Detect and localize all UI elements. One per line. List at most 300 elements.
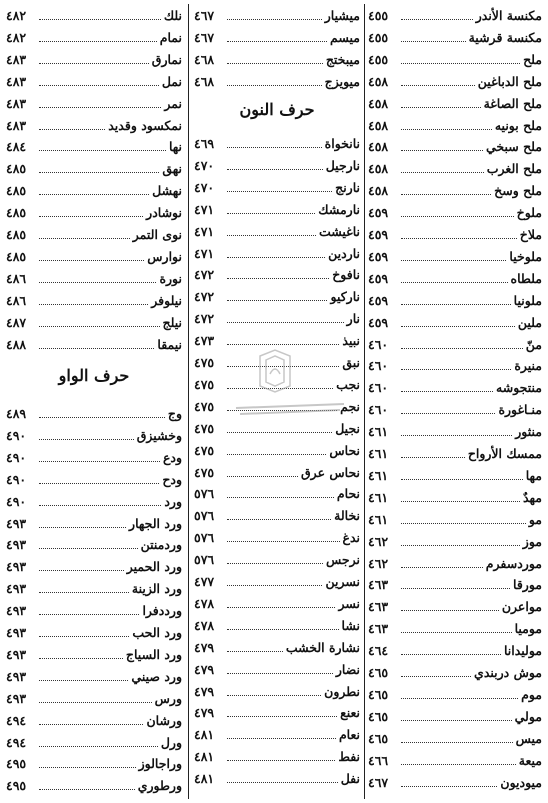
index-entry xyxy=(368,265,542,287)
entry-term: ورددفرا xyxy=(142,603,182,619)
dot-leader xyxy=(39,193,149,195)
page-number: ٤٧٢ xyxy=(194,311,215,327)
dot-leader xyxy=(39,569,124,571)
index-entry xyxy=(6,444,182,466)
page-number: ٤٧٢ xyxy=(194,289,215,305)
entry-term: ملطاه xyxy=(510,270,542,286)
entry-term: ممسك الأرواح xyxy=(467,446,542,461)
page-number: ٤٩٣ xyxy=(6,625,27,640)
index-entry xyxy=(194,459,360,481)
entry-term: ميوديون xyxy=(500,774,542,790)
page-number: ٤٧٩ xyxy=(194,661,215,677)
index-entry xyxy=(368,396,542,418)
page-number: ٤٨٦ xyxy=(6,270,27,286)
dot-leader xyxy=(39,482,159,484)
entry-term: ورد الحب xyxy=(132,625,182,640)
page-number: ٤٨٧ xyxy=(6,314,27,330)
dot-leader xyxy=(39,504,161,506)
dot-leader xyxy=(227,540,340,542)
page-number: ٤٨٥ xyxy=(6,205,27,221)
entry-term: منثور xyxy=(515,424,542,440)
entry-term: ورد xyxy=(164,493,182,509)
entry-term: وج xyxy=(167,406,182,421)
entry-term: ورل xyxy=(160,734,182,750)
dot-leader xyxy=(401,84,475,86)
page-number: ٤٩٣ xyxy=(6,646,27,662)
dot-leader xyxy=(227,672,333,674)
dot-leader xyxy=(39,237,130,239)
index-entry xyxy=(6,707,182,729)
page-number: ٤٦١ xyxy=(368,489,389,505)
dot-leader xyxy=(39,745,158,747)
dot-leader xyxy=(401,522,526,524)
entry-term: نحاس عرق xyxy=(300,464,360,480)
dot-leader xyxy=(401,741,513,743)
page-number: ٤٨٣ xyxy=(6,117,27,133)
entry-term: ورطوري xyxy=(137,778,182,794)
entry-term: ميبختج xyxy=(325,51,360,67)
entry-term: نمر xyxy=(164,95,182,111)
index-entry xyxy=(194,721,360,743)
entry-term: ملح سبخي xyxy=(486,139,542,155)
index-entry xyxy=(194,152,360,174)
entry-term: ملح xyxy=(523,51,542,67)
page-number: ٤٨٨ xyxy=(6,336,27,352)
index-entry xyxy=(194,174,360,196)
page-number: ٤٨٣ xyxy=(6,95,27,111)
page-number: ٤٩٠ xyxy=(6,471,27,487)
page-number: ٤٨٦ xyxy=(6,292,27,308)
dot-leader xyxy=(39,591,129,593)
entry-term: نلك xyxy=(163,8,182,23)
entry-term: نيلوفر xyxy=(151,292,182,308)
index-entry xyxy=(368,418,542,440)
index-entry xyxy=(368,177,542,199)
dot-leader xyxy=(401,171,484,173)
page-number: ٤٧٥ xyxy=(194,355,215,370)
entry-term: ناردين xyxy=(328,245,360,261)
page-number: ٤٨٣ xyxy=(6,51,27,67)
dot-leader xyxy=(227,234,316,236)
entry-term: ملح بونيه xyxy=(494,117,542,133)
dot-leader xyxy=(401,763,516,765)
page-number: ٤٧٨ xyxy=(194,595,215,611)
dot-leader xyxy=(39,325,160,327)
entry-term: نبق xyxy=(342,355,360,370)
index-entry xyxy=(194,765,360,787)
entry-term: نشا xyxy=(341,617,360,633)
entry-term: منيرة xyxy=(514,358,542,374)
entry-term: ورد صيني xyxy=(131,668,182,684)
page-number: ٤٨٣ xyxy=(6,73,27,89)
index-entry xyxy=(368,506,542,528)
page-number: ٤٥٥ xyxy=(368,8,389,23)
index-entry xyxy=(6,133,182,155)
entry-term: مكنسة الأندر xyxy=(475,8,542,23)
index-entry xyxy=(6,772,182,794)
page-number: ٤٩٥ xyxy=(6,778,27,794)
dot-leader xyxy=(401,303,511,305)
entry-term: مو xyxy=(528,511,542,527)
dot-leader xyxy=(401,281,508,283)
dot-leader xyxy=(401,368,511,370)
index-entry xyxy=(6,68,182,90)
page-number: ٤٥٨ xyxy=(368,73,389,89)
index-entry xyxy=(194,261,360,283)
entry-term: نحاس xyxy=(329,442,360,458)
page-number: ٤٨٤ xyxy=(6,139,27,155)
entry-term: نافوخ xyxy=(332,267,360,283)
entry-term: نجم xyxy=(340,398,360,414)
page-number: ٤٨٥ xyxy=(6,248,27,264)
page-number: ٤٧١ xyxy=(194,223,215,239)
entry-term: نفط xyxy=(338,749,360,765)
dot-leader xyxy=(401,40,466,42)
index-entry xyxy=(368,352,542,374)
entry-term: ورد الزينة xyxy=(131,581,182,597)
page-number: ٤٨٩ xyxy=(6,406,27,421)
dot-leader xyxy=(39,526,126,528)
page-number: ٤٦١ xyxy=(368,424,389,440)
entry-term: نارجيل xyxy=(325,157,360,173)
index-entry xyxy=(194,24,360,46)
dot-leader xyxy=(401,18,473,20)
index-entry xyxy=(6,597,182,619)
dot-leader xyxy=(401,785,497,787)
index-entry xyxy=(368,747,542,769)
page-number: ٥٧٦ xyxy=(194,530,215,546)
index-entry xyxy=(6,46,182,68)
index-entry xyxy=(194,480,360,502)
page-number: ٤٥٨ xyxy=(368,161,389,177)
entry-term: ناغيشت xyxy=(318,223,360,239)
entry-term: نيلج xyxy=(162,314,182,330)
index-entry xyxy=(6,619,182,641)
dot-leader xyxy=(401,456,465,458)
page-number: ٤٦٥ xyxy=(368,686,389,702)
index-entry xyxy=(368,769,542,791)
entry-term: ملوخ xyxy=(516,205,542,221)
index-entry xyxy=(368,550,542,572)
entry-term: مواعرن xyxy=(501,599,542,615)
index-entry xyxy=(368,681,542,703)
index-entry xyxy=(368,243,542,265)
index-entry xyxy=(194,437,360,459)
page-number: ٥٧٦ xyxy=(194,552,215,568)
entry-term: نهشل xyxy=(152,183,182,199)
entry-term: مها xyxy=(525,467,542,483)
index-entry xyxy=(368,24,542,46)
index-entry xyxy=(194,46,360,68)
entry-term: نمارق xyxy=(151,51,182,67)
page-number: ٤٦٣ xyxy=(368,599,389,615)
page-number: ٤٩٣ xyxy=(6,603,27,619)
dot-leader xyxy=(39,613,139,615)
column-divider xyxy=(364,4,365,799)
entry-term: منّ xyxy=(525,336,542,352)
page-number: ٤٥٨ xyxy=(368,139,389,155)
index-entry xyxy=(368,309,542,331)
page-number: ٤٧٧ xyxy=(194,574,215,589)
page-number: ٤٦٧ xyxy=(194,29,215,45)
index-entry xyxy=(6,265,182,287)
page-number: ٤٥٥ xyxy=(368,51,389,67)
page-number: ٤٦٦ xyxy=(368,752,389,768)
entry-term: موم xyxy=(521,686,542,702)
page-number: ٤٦٣ xyxy=(368,577,389,593)
entry-term: نشارة الخشب xyxy=(285,639,360,655)
page-number: ٤٦١ xyxy=(368,467,389,483)
page-number: ٤٨٥ xyxy=(6,161,27,177)
dot-leader xyxy=(39,766,136,768)
dot-leader xyxy=(401,566,483,568)
index-entry xyxy=(368,440,542,462)
entry-term: مهدٌ xyxy=(522,489,542,505)
entry-term: موميا xyxy=(514,621,542,637)
dot-leader xyxy=(227,343,339,345)
index-entry xyxy=(194,546,360,568)
entry-term: موليدانا xyxy=(503,643,542,659)
dot-leader xyxy=(401,609,499,611)
page-number: ٤٩٠ xyxy=(6,427,27,443)
page-number: ٤٦٧ xyxy=(368,774,389,790)
dot-leader xyxy=(401,631,512,633)
page-number: ٤٥٩ xyxy=(368,270,389,286)
entry-term: وردمنتن xyxy=(140,537,182,553)
index-entry xyxy=(6,287,182,309)
index-entry xyxy=(194,2,360,24)
index-entry xyxy=(6,641,182,663)
entry-term: نانخواة xyxy=(324,136,360,151)
dot-leader xyxy=(401,675,471,677)
index-entry xyxy=(6,155,182,177)
index-entry xyxy=(6,488,182,510)
entry-term: نجب xyxy=(336,376,360,392)
entry-term: ورد الجهار xyxy=(129,515,182,531)
page-number: ٤٩٤ xyxy=(6,734,27,750)
page-number: ٤٦٣ xyxy=(368,621,389,637)
dot-leader xyxy=(39,62,149,64)
dot-leader xyxy=(401,434,512,436)
page-number: ٤٥٩ xyxy=(368,205,389,221)
dot-leader xyxy=(227,277,329,279)
entry-term: وخشيزق xyxy=(136,427,182,443)
page-number: ٤٥٨ xyxy=(368,95,389,111)
page-number: ٤٧٥ xyxy=(194,398,215,414)
dot-leader xyxy=(227,190,332,192)
entry-term: موردسفرم xyxy=(485,555,542,571)
dot-leader xyxy=(227,496,334,498)
page-number: ٤٦٥ xyxy=(368,708,389,724)
index-entry xyxy=(194,743,360,765)
entry-term: مورقا xyxy=(513,577,542,593)
entry-term: ملين xyxy=(517,314,542,330)
dot-leader xyxy=(39,303,148,305)
index-entry xyxy=(6,510,182,532)
dot-leader xyxy=(39,723,143,725)
index-entry xyxy=(6,575,182,597)
entry-term: ورد الحمير xyxy=(126,559,182,575)
index-entry xyxy=(6,331,182,353)
entry-term: ميشيار xyxy=(324,8,360,23)
entry-term: ندغ xyxy=(342,530,360,546)
dot-leader xyxy=(401,347,523,349)
entry-term: ملح الغرب xyxy=(486,161,542,177)
dot-leader xyxy=(401,587,510,589)
index-entry xyxy=(368,90,542,112)
dot-leader xyxy=(39,438,134,440)
index-entry xyxy=(194,656,360,678)
index-entry xyxy=(6,750,182,772)
index-entry xyxy=(6,729,182,751)
dot-leader xyxy=(401,215,514,217)
index-entry xyxy=(194,283,360,305)
index-entry xyxy=(368,703,542,725)
entry-term: ميسم xyxy=(330,29,360,45)
index-entry xyxy=(194,130,360,152)
page-number: ٤٩٤ xyxy=(6,712,27,728)
index-entry xyxy=(368,112,542,134)
entry-term: نرجس xyxy=(325,552,360,568)
dot-leader xyxy=(227,584,322,586)
dot-leader xyxy=(401,62,520,64)
entry-term: نبيذ xyxy=(342,333,360,349)
entry-term: ملح الصاغة xyxy=(483,95,542,111)
page-number: ٤٩٠ xyxy=(6,449,27,465)
index-entry xyxy=(6,112,182,134)
entry-term: ورشان xyxy=(146,712,182,728)
dot-leader xyxy=(39,788,135,790)
page-number: ٤٦٠ xyxy=(368,358,389,374)
page-number: ٤٧١ xyxy=(194,201,215,217)
page-number: ٤٧٨ xyxy=(194,617,215,633)
entry-term: نوشادر xyxy=(146,205,182,221)
dot-leader xyxy=(401,259,506,261)
page-number: ٤٥٨ xyxy=(368,117,389,133)
page-number: ٥٧٦ xyxy=(194,486,215,502)
index-entry xyxy=(368,287,542,309)
page-number: ٤٩٥ xyxy=(6,756,27,772)
index-entry xyxy=(6,663,182,685)
index-entry xyxy=(6,685,182,707)
index-entry xyxy=(194,568,360,590)
dot-leader xyxy=(227,62,323,64)
dot-leader xyxy=(401,697,518,699)
section-heading-waw: حرف الواو xyxy=(58,366,130,385)
entry-term: نجيل xyxy=(335,420,360,436)
dot-leader xyxy=(227,256,325,258)
entry-term: نارمشك xyxy=(318,201,360,217)
dot-leader xyxy=(39,40,157,42)
entry-term: وراجالوز xyxy=(138,756,182,772)
entry-term: ملح وسخ xyxy=(494,183,542,199)
entry-term: نورة xyxy=(159,270,182,286)
page-number: ٤٦٤ xyxy=(368,643,389,659)
entry-term: مولي xyxy=(514,708,542,724)
page-number: ٤٧٩ xyxy=(194,639,215,655)
entry-term: ميويزج xyxy=(324,73,360,89)
page-number: ٤٨٥ xyxy=(6,183,27,199)
index-entry xyxy=(368,155,542,177)
dot-leader xyxy=(401,500,520,502)
page-number: ٤٦٨ xyxy=(194,73,215,89)
index-entry xyxy=(6,466,182,488)
dot-leader xyxy=(227,321,344,323)
page-number: ٤٩٣ xyxy=(6,690,27,706)
entry-term: نفل xyxy=(340,771,360,787)
index-entry xyxy=(194,196,360,218)
page-number: ٥٧٦ xyxy=(194,508,215,524)
entry-term: موز xyxy=(522,533,542,549)
index-entry xyxy=(6,177,182,199)
index-entry xyxy=(194,240,360,262)
index-entry xyxy=(194,68,360,90)
index-entry xyxy=(368,637,542,659)
page-number: ٤٥٩ xyxy=(368,292,389,308)
dot-leader xyxy=(227,650,283,652)
index-entry xyxy=(194,502,360,524)
index-entry xyxy=(368,2,542,24)
index-entry xyxy=(194,699,360,721)
dot-leader xyxy=(227,212,315,214)
page-number: ٤٧٥ xyxy=(194,464,215,480)
entry-term: نعنع xyxy=(340,705,360,721)
index-entry xyxy=(194,218,360,240)
page-number: ٤٧٩ xyxy=(194,705,215,721)
entry-term: نارنج xyxy=(335,179,360,195)
index-entry xyxy=(368,593,542,615)
index-entry xyxy=(368,199,542,221)
page-number: ٤٧٥ xyxy=(194,376,215,392)
page-number: ٤٦٨ xyxy=(194,51,215,67)
page-number: ٤٨٥ xyxy=(6,227,27,242)
entry-term: ملاخ xyxy=(519,227,542,242)
dot-leader xyxy=(39,18,161,20)
dot-leader xyxy=(227,781,338,783)
page-number: ٤٦٠ xyxy=(368,402,389,418)
dot-leader xyxy=(227,606,335,608)
dot-leader xyxy=(227,518,331,520)
page-number: ٤٧٠ xyxy=(194,157,215,173)
page-number: ٤٩٣ xyxy=(6,515,27,531)
dot-leader xyxy=(227,146,322,148)
dot-leader xyxy=(39,171,159,173)
section-heading-nun: حرف النون xyxy=(239,100,315,119)
dot-leader xyxy=(401,478,523,480)
entry-term: منـاغورة xyxy=(498,402,542,418)
dot-leader xyxy=(39,347,154,349)
page-number: ٤٩٣ xyxy=(6,559,27,575)
index-entry xyxy=(6,24,182,46)
page-number: ٤٧٥ xyxy=(194,442,215,458)
dot-leader xyxy=(227,453,326,455)
dot-leader xyxy=(401,106,481,108)
index-entry xyxy=(368,462,542,484)
entry-term: منتجوشه xyxy=(496,380,542,396)
index-entry xyxy=(368,221,542,243)
page-number: ٤٦٢ xyxy=(368,555,389,571)
page-number: ٤٩٠ xyxy=(6,493,27,509)
dot-leader xyxy=(39,259,144,261)
dot-leader xyxy=(39,701,152,703)
entry-term: ملونيا xyxy=(513,292,542,308)
entry-term: مكنسة قرشية xyxy=(468,29,542,45)
dot-leader xyxy=(39,657,123,659)
entry-term: نسر xyxy=(338,595,360,611)
dot-leader xyxy=(227,18,322,20)
dot-leader xyxy=(39,635,129,637)
page-number: ٤٨١ xyxy=(194,749,215,765)
